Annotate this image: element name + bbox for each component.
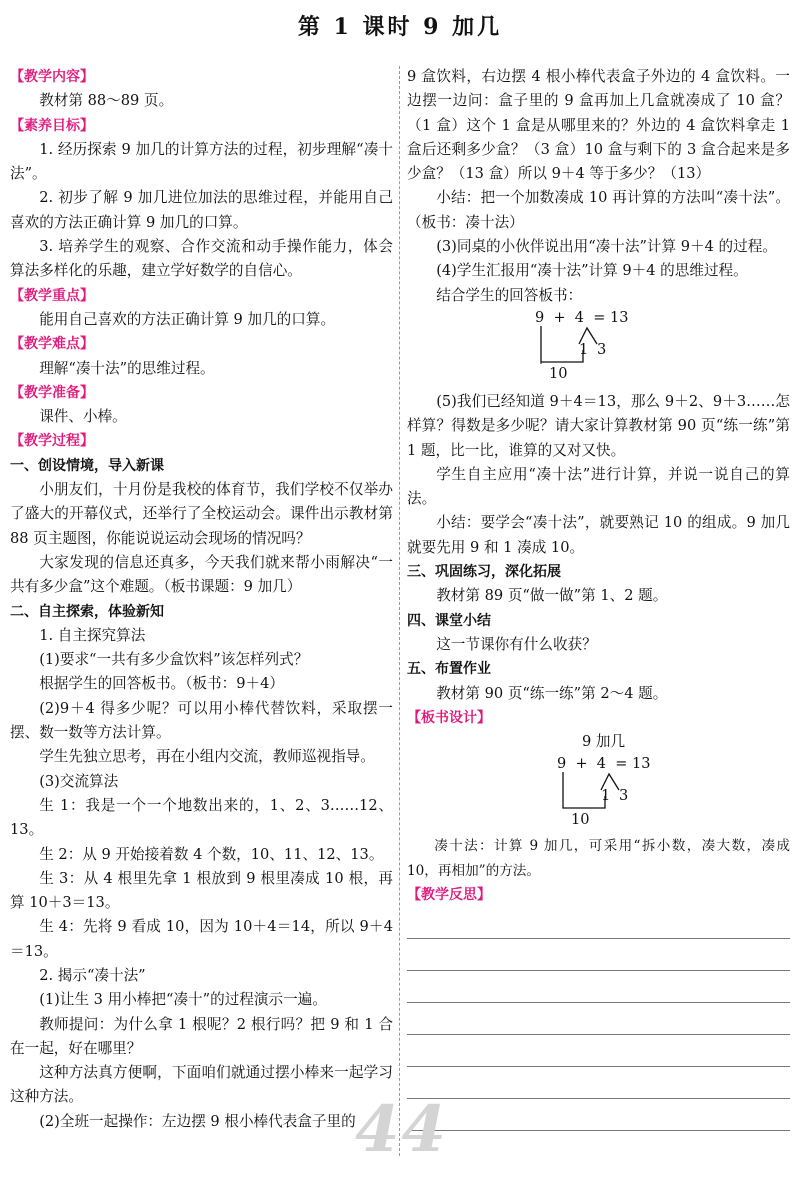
section-tag-prep: 【教学准备】 (10, 384, 94, 401)
board-split-b: 3 (619, 787, 629, 805)
section-tag-difficulty: 【教学难点】 (10, 336, 94, 353)
writing-line (407, 971, 790, 1003)
paragraph: 教材第 90 页“练一练”第 2～4 题。 (436, 684, 668, 702)
paragraph: 理解“凑十法”的思维过程。 (39, 359, 215, 377)
paragraph: (3)交流算法 (39, 772, 119, 790)
ten-label: 10 (549, 364, 568, 382)
page-number: 44 (355, 1092, 449, 1167)
reflection-lines (407, 907, 790, 1131)
paragraph: 学生先独立思考，再在小组内交流，教师巡视指导。 (39, 748, 375, 766)
equation: 9 + 4 = 13 (535, 309, 629, 326)
paragraph: 课件、小棒。 (39, 408, 127, 426)
paragraph: 9 盒饮料，右边摆 4 根小棒代表盒子外边的 4 盒饮料。一边摆一边问：盒子里的 9 盒再加上几盒就凑成了 10 盒？（1 盒）这个 1 盒是从哪里来的？外边的 4 盒饮料拿走 1 盒后还剩多少盒？（3 盒）10 盒与剩下的 3 盒合起来是多少盒？（13 盒）所以 9＋4 等于多少？（13） (407, 68, 790, 183)
paragraph: 学生自主应用“凑十法”进行计算，并说一说自己的算法。 (407, 465, 790, 508)
paragraph: 根据学生的回答板书。（板书：9＋4） (39, 675, 284, 693)
paragraph: 2. 初步了解 9 加几进位加法的思维过程，并能用自己喜欢的方法正确计算 9 加几的口算。 (10, 189, 393, 231)
board-title: 9 加几 (581, 733, 626, 751)
paragraph: 结合学生的回答板书： (436, 286, 583, 304)
paragraph: 生 2：从 9 开始接着数 4 个数，10、11、12、13。 (39, 845, 384, 863)
section-tag-board: 【板书设计】 (407, 709, 491, 726)
section-heading: 二、自主探索，体验新知 (10, 603, 164, 620)
paragraph: 这种方法真方便啊，下面咱们就通过摆小棒来一起学习这种方法。 (10, 1064, 393, 1106)
section-tag-content: 【教学内容】 (10, 69, 94, 85)
section-tag-key: 【教学重点】 (10, 287, 94, 304)
paragraph: 生 3：从 4 根里先拿 1 根放到 9 根里凑成 10 根，再算 10＋3＝13。 (10, 869, 393, 912)
paragraph: 生 4：先将 9 看成 10，因为 10＋4＝14，所以 9＋4＝13。 (10, 918, 393, 960)
board-diagram (557, 754, 790, 834)
section-heading: 五、布置作业 (407, 661, 491, 678)
paragraph: (2)全班一起操作：左边摆 9 根小棒代表盒子里的 (39, 1112, 356, 1130)
paragraph: 小结：把一个加数凑成 10 再计算的方法叫“凑十法”。（板书：凑十法） (407, 189, 790, 231)
page-title: 第 1 课时 9 加几 (297, 14, 503, 40)
paragraph: 2. 揭示“凑十法” (39, 966, 146, 984)
paragraph: (1)要求“一共有多少盒饮料”该怎样列式？ (39, 651, 309, 669)
writing-line (407, 1099, 790, 1131)
paragraph: 1. 经历探索 9 加几的计算方法的过程，初步理解“凑十法”。 (10, 140, 393, 183)
paragraph: 3. 培养学生的观察、合作交流和动手操作能力，体会算法多样化的乐趣，建立学好数学的自信心。 (10, 238, 393, 280)
board-equation: 9 + 4 = 13 (557, 756, 651, 773)
paragraph: 小结：要学会“凑十法”，就要熟记 10 的组成。9 加几就要先用 9 和 1 凑成 10。 (407, 514, 790, 556)
left-column (10, 65, 393, 1134)
board-ten-label: 10 (571, 811, 590, 829)
paragraph: 1. 自主探究算法 (39, 626, 146, 644)
right-column (407, 65, 790, 1131)
paragraph: (3)同桌的小伙伴说出用“凑十法”计算 9＋4 的过程。 (436, 238, 777, 256)
section-heading: 一、创设情境，导入新课 (10, 457, 164, 474)
column-divider (399, 66, 400, 1156)
writing-line (407, 907, 790, 939)
paragraph: (1)让生 3 用小棒把“凑十”的过程演示一遍。 (39, 991, 327, 1009)
writing-line (407, 1003, 790, 1035)
writing-line (407, 939, 790, 971)
paragraph: (4)学生汇报用“凑十法”计算 9＋4 的思维过程。 (436, 262, 748, 280)
paragraph: 教师提问：为什么拿 1 根呢？2 根行吗？把 9 和 1 合在一起，好在哪里？ (10, 1015, 393, 1057)
section-heading: 三、巩固练习，深化拓展 (407, 564, 561, 581)
paragraph: 这一节课你有什么收获？ (436, 635, 597, 653)
paragraph: 教材第 88～89 页。 (39, 92, 174, 110)
paragraph: (5)我们已经知道 9＋4＝13，那么 9＋2、9＋3……怎样算？得数是多少呢？请大家计算教材第 90 页“练一练”第 1 题，比一比，谁算的又对又快。 (407, 392, 790, 459)
make-ten-diagram (535, 308, 790, 390)
split-part-b: 3 (597, 340, 607, 358)
board-note: 凑十法：计算 9 加几，可采用“拆小数，凑大数，凑成 10，再相加”的方法。 (407, 838, 790, 879)
paragraph: 小朋友们，十月份是我校的体育节，我们学校不仅举办了盛大的开幕仪式，还举行了全校运动会。课件出示教材第 88 页主题图，你能说说运动会现场的情况吗？ (10, 481, 393, 547)
section-heading: 四、课堂小结 (407, 612, 491, 629)
paragraph: 生 1：我是一个一个地数出来的，1、2、3……12、13。 (10, 796, 393, 839)
section-tag-process: 【教学过程】 (10, 433, 94, 450)
paragraph: 教材第 89 页“做一做”第 1、2 题。 (436, 587, 668, 605)
paragraph: (2)9＋4 得多少呢？可以用小棒代替饮料，采取摆一摆、数一数等方法计算。 (10, 699, 393, 742)
board-split-a: 1 (601, 787, 611, 805)
writing-line (407, 1067, 790, 1099)
paragraph: 大家发现的信息还真多，今天我们就来帮小雨解决“一共有多少盒”这个难题。（板书课题：9 加几） (10, 553, 393, 596)
writing-line (407, 1035, 790, 1067)
section-tag-reflection: 【教学反思】 (407, 887, 491, 904)
paragraph: 能用自己喜欢的方法正确计算 9 加几的口算。 (39, 310, 336, 328)
section-tag-goals: 【素养目标】 (10, 117, 94, 134)
split-part-a: 1 (579, 340, 589, 358)
